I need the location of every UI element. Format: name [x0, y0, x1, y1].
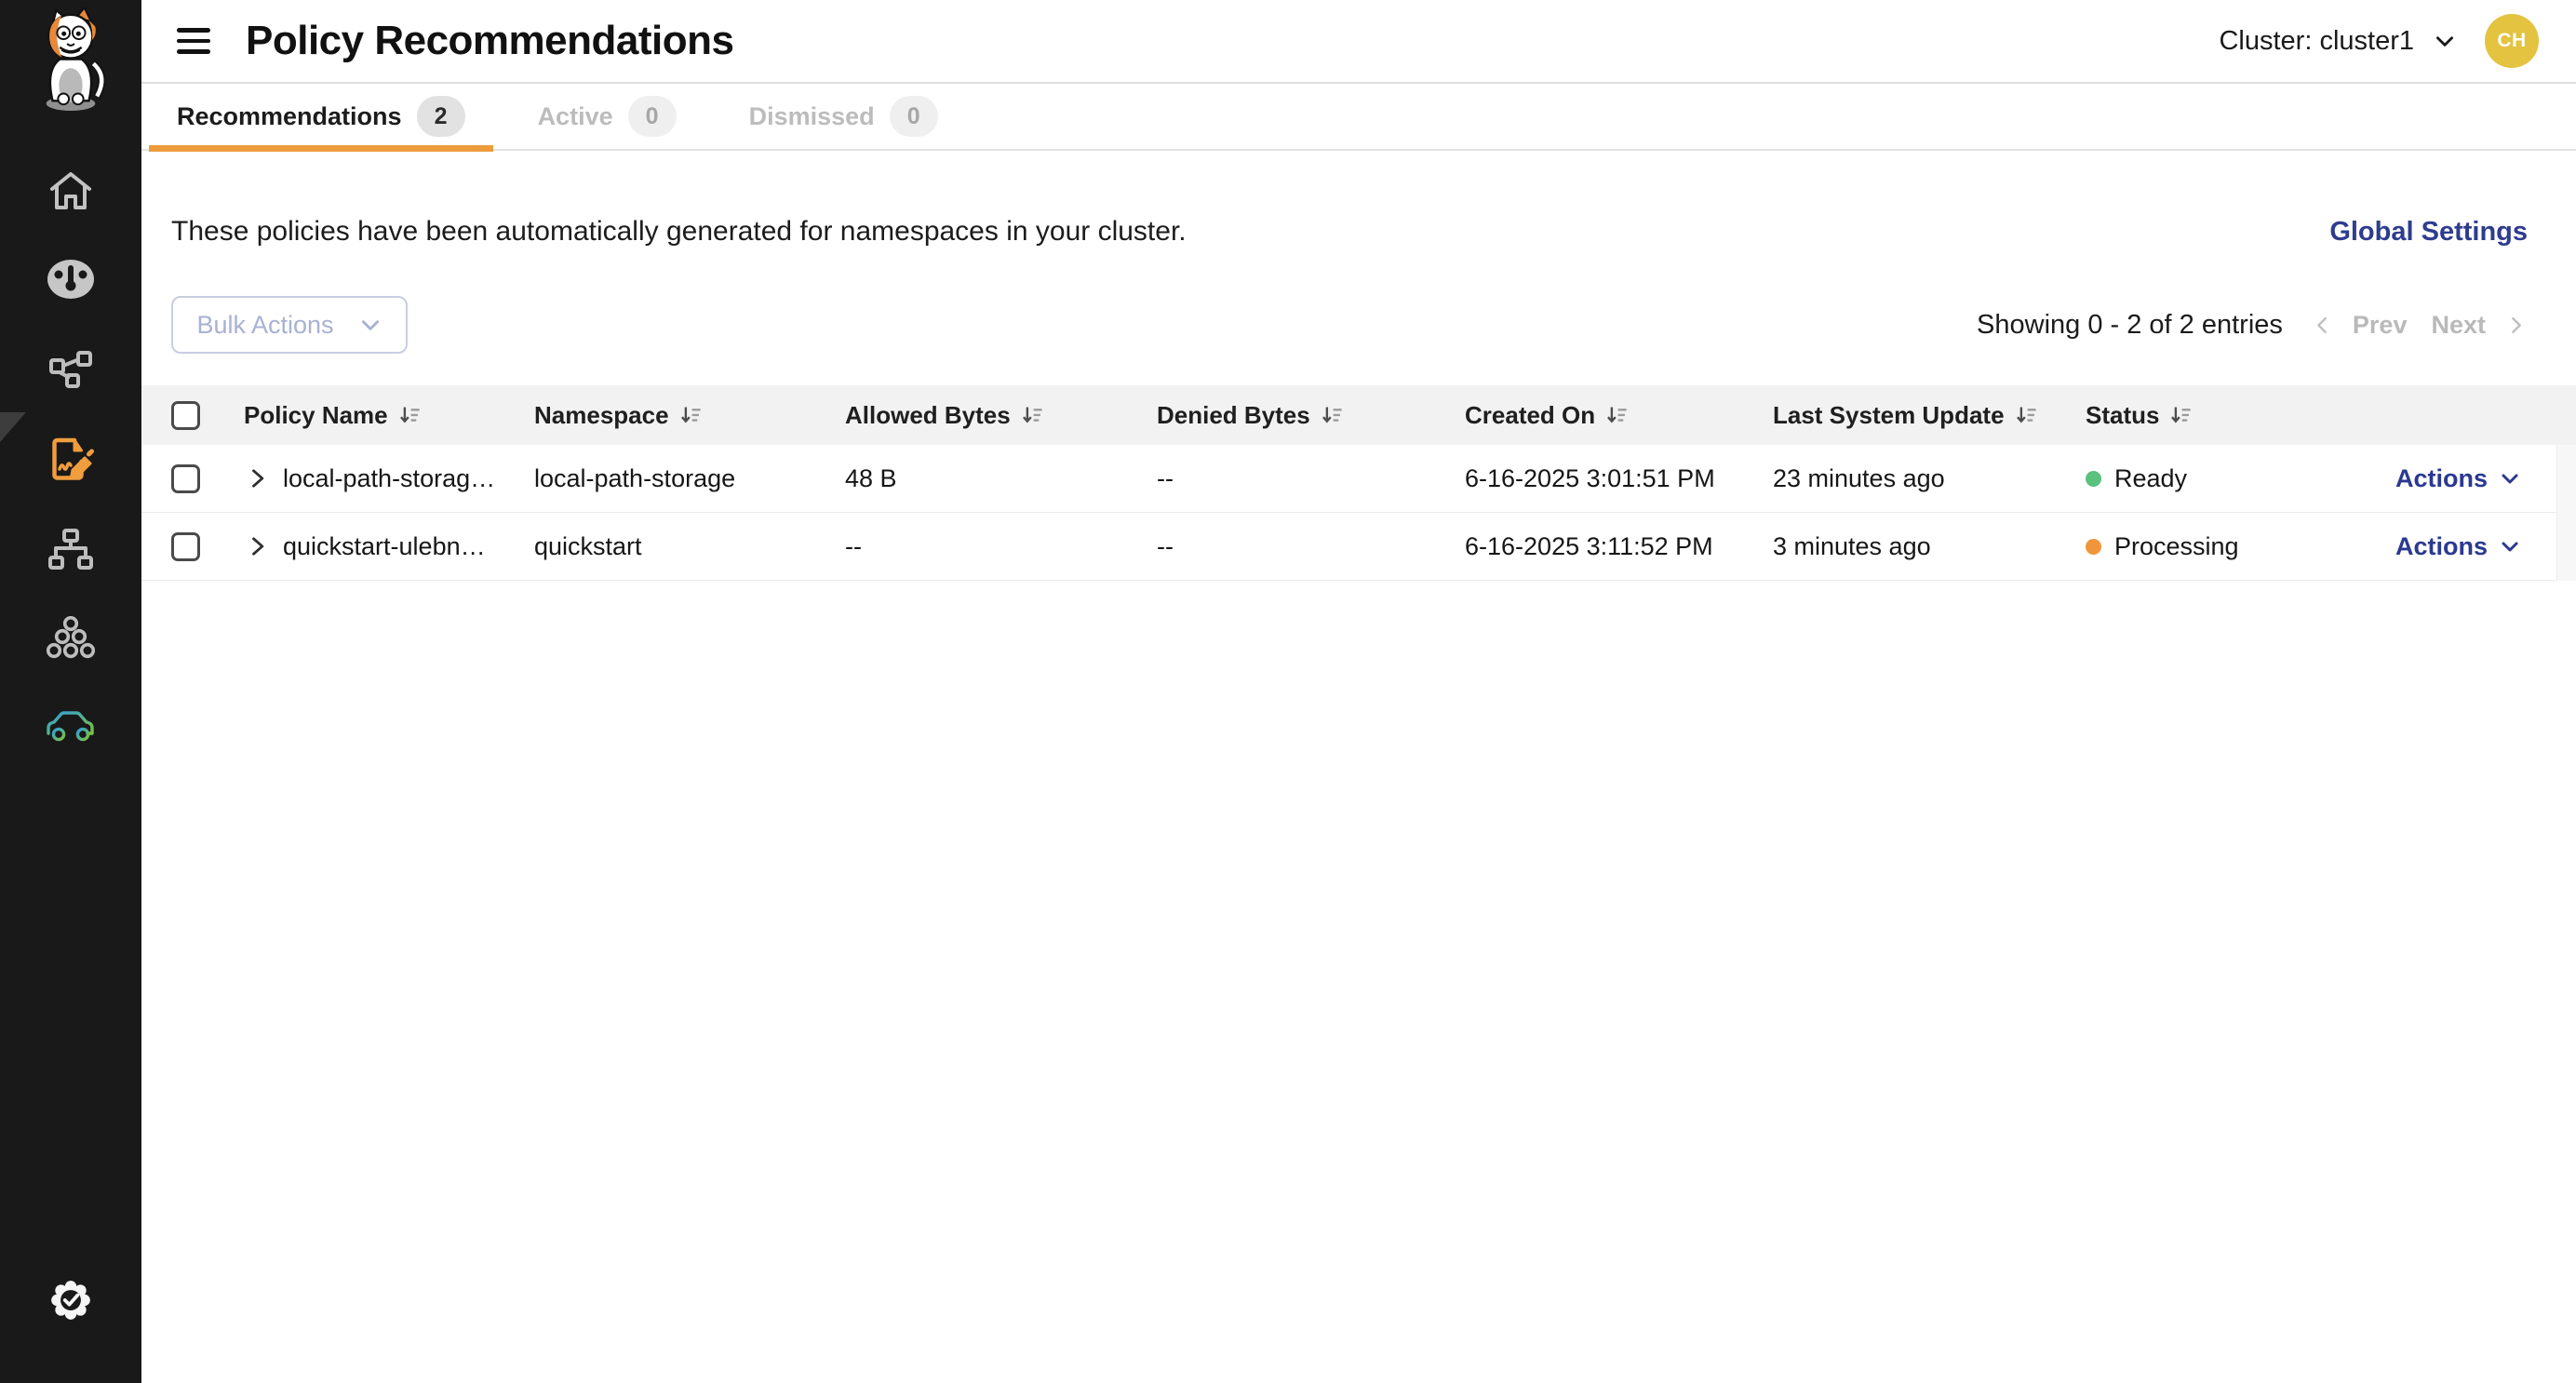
- chevron-down-icon: [2499, 535, 2521, 557]
- allowed-bytes-cell: --: [845, 531, 862, 560]
- sidebar-item-topology[interactable]: [45, 343, 97, 396]
- table-row: [141, 513, 2556, 581]
- chevron-down-icon: [358, 313, 382, 337]
- expand-row-chevron-icon[interactable]: [244, 465, 283, 491]
- tab-label: Dismissed: [748, 101, 875, 130]
- tab-count-badge: 0: [890, 96, 938, 137]
- actions-dropdown[interactable]: Actions: [2383, 532, 2556, 561]
- sort-icon: [2168, 403, 2194, 428]
- tab-bar: [141, 84, 2576, 151]
- sidebar-item-runtime[interactable]: [45, 699, 97, 751]
- table-row: [141, 445, 2556, 513]
- status-cell: [2086, 464, 2383, 493]
- allowed-bytes-cell: 48 B: [845, 463, 897, 492]
- policies-table: [141, 385, 2576, 581]
- column-header-denied-bytes[interactable]: Denied Bytes: [1157, 401, 1465, 430]
- tab-recommendations[interactable]: [149, 83, 493, 150]
- actions-dropdown[interactable]: Actions: [2383, 464, 2556, 493]
- policy-name-cell[interactable]: quickstart-ulebn…: [283, 531, 486, 560]
- status-dot: [2086, 539, 2101, 555]
- bulk-actions-label: Bulk Actions: [196, 310, 334, 339]
- cluster-selector-label: Cluster: cluster1: [2219, 25, 2414, 56]
- global-settings-link[interactable]: Global Settings: [2329, 216, 2528, 247]
- column-header-last-system-update[interactable]: Last System Update: [1773, 401, 2086, 430]
- namespace-cell: quickstart: [534, 531, 642, 560]
- row-checkbox[interactable]: [171, 532, 200, 561]
- table-header-row: [141, 385, 2576, 445]
- created-on-cell: 6-16-2025 3:01:51 PM: [1465, 463, 1715, 492]
- pagination: [1977, 310, 2528, 341]
- created-on-cell: 6-16-2025 3:11:52 PM: [1465, 531, 1713, 560]
- chevron-down-icon: [2433, 29, 2457, 53]
- badge-check-icon: [47, 1277, 94, 1323]
- tab-label: Recommendations: [177, 101, 402, 130]
- page-title: Policy Recommendations: [246, 18, 734, 63]
- select-all-checkbox[interactable]: [171, 401, 200, 430]
- row-checkbox[interactable]: [171, 464, 200, 493]
- sidebar-item-hierarchy[interactable]: [45, 523, 97, 575]
- sidebar-item-dashboard[interactable]: [45, 253, 97, 305]
- sidebar: [0, 0, 141, 1383]
- last-update-cell: 23 minutes ago: [1773, 463, 1945, 492]
- next-button[interactable]: Next: [2431, 310, 2486, 339]
- pagination-summary: Showing 0 - 2 of 2 entries: [1977, 309, 2283, 340]
- cluster-circles-icon: [47, 616, 95, 659]
- sidebar-item-home[interactable]: [45, 165, 97, 217]
- sort-icon: [678, 403, 704, 428]
- bulk-actions-button[interactable]: [171, 296, 408, 354]
- org-tree-icon: [48, 529, 93, 570]
- policy-edit-icon: [46, 435, 96, 485]
- denied-bytes-cell: --: [1157, 531, 1174, 560]
- cluster-selector[interactable]: [2219, 26, 2457, 57]
- sort-icon: [1020, 403, 1045, 428]
- home-icon: [48, 170, 93, 211]
- tab-count-badge: 0: [628, 96, 677, 137]
- status-label: Processing: [2114, 531, 2239, 560]
- hamburger-menu-icon[interactable]: [177, 26, 214, 56]
- namespace-cell: local-path-storage: [534, 463, 736, 492]
- column-header-status[interactable]: Status: [2086, 401, 2383, 430]
- sort-icon: [2014, 403, 2039, 428]
- table-scrollbar[interactable]: [2556, 445, 2576, 581]
- expand-row-chevron-icon[interactable]: [244, 533, 283, 559]
- denied-bytes-cell: --: [1157, 463, 1174, 492]
- next-chevron-icon[interactable]: [2504, 314, 2528, 337]
- avatar[interactable]: CH: [2485, 14, 2539, 68]
- prev-button[interactable]: Prev: [2352, 310, 2408, 339]
- sidebar-item-workloads[interactable]: [45, 611, 97, 664]
- status-label: Ready: [2114, 463, 2188, 492]
- car-icon: [45, 705, 97, 745]
- gauge-icon: [47, 259, 95, 300]
- tab-label: Active: [537, 101, 613, 130]
- tab-active[interactable]: [510, 83, 704, 150]
- tab-dismissed[interactable]: [721, 83, 966, 150]
- sidebar-item-policies[interactable]: [45, 434, 97, 486]
- column-header-namespace[interactable]: Namespace: [534, 401, 845, 430]
- page-description: These policies have been automatically generated for namespaces in your cluster.: [171, 216, 1187, 247]
- last-update-cell: 3 minutes ago: [1773, 531, 1931, 560]
- column-header-created-on[interactable]: Created On: [1465, 401, 1773, 430]
- sort-icon: [397, 403, 423, 428]
- column-header-policy-name[interactable]: Policy Name: [244, 401, 534, 430]
- sort-icon: [1604, 403, 1630, 428]
- chevron-down-icon: [2499, 467, 2521, 490]
- prev-chevron-icon[interactable]: [2311, 314, 2334, 337]
- title-bar: [141, 0, 2576, 84]
- sort-icon: [1320, 403, 1345, 428]
- column-header-allowed-bytes[interactable]: Allowed Bytes: [845, 401, 1157, 430]
- sidebar-item-verified[interactable]: [45, 1274, 97, 1326]
- status-dot: [2086, 471, 2101, 487]
- active-item-notch: [0, 412, 26, 442]
- app-cat-logo[interactable]: [22, 7, 119, 112]
- policy-name-cell[interactable]: local-path-storag…: [283, 463, 496, 492]
- topology-icon: [48, 349, 93, 390]
- status-cell: [2086, 532, 2383, 561]
- main-area: [141, 0, 2576, 1383]
- tab-count-badge: 2: [417, 96, 465, 137]
